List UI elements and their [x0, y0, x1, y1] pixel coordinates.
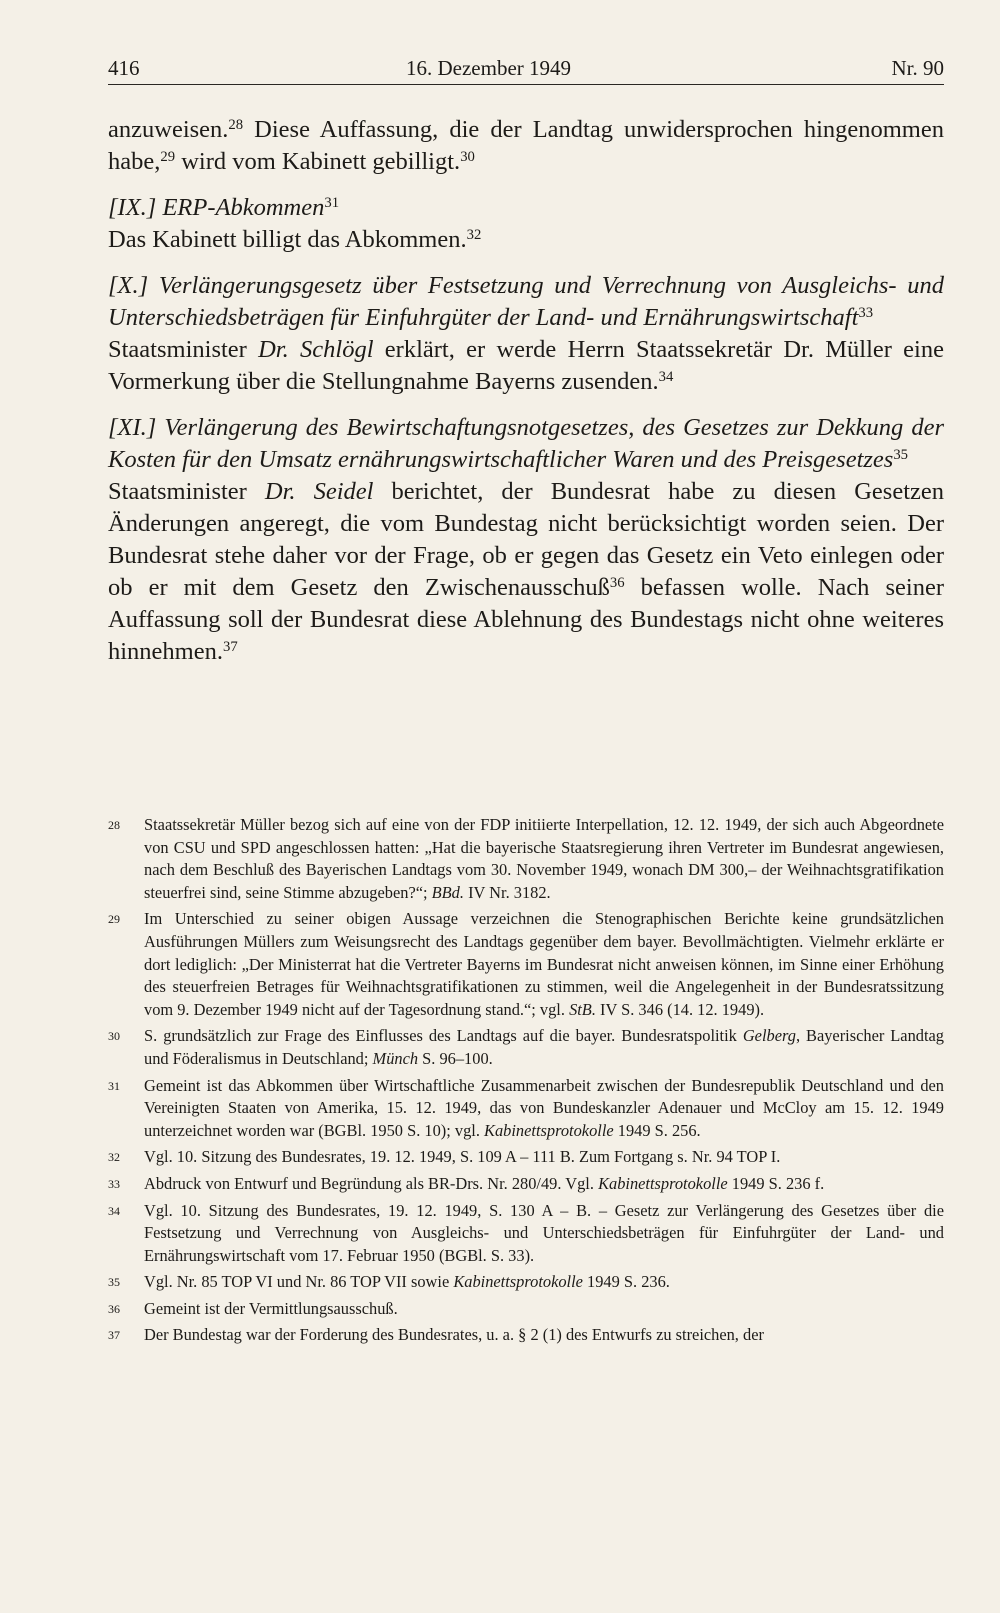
header-date: 16. Dezember 1949: [406, 56, 572, 80]
agenda-item-x-text: Staatsminister Dr. Schlögl erklärt, er werde Herrn Staatssekretär Dr. Müller eine Vormerkung über die Stellungnahme Bayerns zusenden.$^{34}$: [108, 336, 944, 395]
agenda-item-xi: [XI.] Verlängerung des Bewirtschaftungsnotgesetzes, des Gesetzes zur Dekkung der Kosten für den Umsatz ernährungswirtschaftlicher Waren und des Preisgesetzes$^{35}$: [108, 414, 945, 473]
footnote: 35 Vgl. Nr. 85 TOP VI und Nr. 86 TOP VII sowie Kabinettsprotokolle 1949 S. 236.: [108, 1272, 670, 1292]
footnotes: [108, 814, 944, 1351]
agenda-item-xi-text: Staatsminister Dr. Seidel berichtet, der Bundesrat habe zu diesen Gesetzen Änderungen angeregt, die vom Bundestag nicht berücksichtigt worden seien. Der Bundesrat stehe daher vor der Frage, ob er gegen das Gesetz ein Veto einlegen oder ob er mit dem Gesetz den Zwischenausschuß$^{36}$ befassen wolle. Nach seiner Auffassung soll der Bundesrat diese Ablehnung des Bundestags nicht ohne weiteres hinnehmen.$^{37}$: [108, 478, 944, 665]
page-number: 416: [108, 56, 140, 80]
footnote: 33 Abdruck von Entwurf und Begründung als BR-Drs. Nr. 280/49. Vgl. Kabinettsprotokolle 1949 S. 236 f.: [108, 1173, 825, 1193]
footnote: 32 Vgl. 10. Sitzung des Bundesrates, 19. 12. 1949, S. 109 A – 111 B. Zum Fortgang s. Nr. 94 TOP I.: [108, 1147, 781, 1167]
paragraph-intro: anzuweisen.$^{28}$ Diese Auffassung, die der Landtag unwidersprochen hingenommen habe,$^{29}$ wird vom Kabinett gebilligt.$^{30}$: [108, 116, 944, 175]
agenda-item-ix-text: Das Kabinett billigt das Abkommen.$^{32}$: [108, 226, 482, 253]
main-text: [108, 114, 944, 668]
footnote: 36 Gemeint ist der Vermittlungsausschuß.: [108, 1298, 398, 1318]
footnote: 30 S. grundsätzlich zur Frage des Einflusses des Landtags auf die bayer. Bundesratspolitik Gelberg, Bayerischer Landtag und Föderalismus in Deutschland; Münch S. 96–100.: [108, 1026, 944, 1068]
footnote: 29 Im Unterschied zu seiner obigen Aussage verzeichnen die Stenographischen Berichte keine grundsätzlichen Ausführungen Müllers zum Weisungsrecht des Landtags gegenüber dem bayer. Bevollmächtigten. Vielmehr erklärte er dort lediglich: „Der Ministerrat hat die Vertreter Bayerns im Bundesrat nicht anweisen können, im Sinne einer Erhöhung des steuerfreien Betrages für Weihnachtsgratifikationen zu stimmen, weil die Angelegenheit in der Bundesratssitzung vom 9. Dezember 1949 nicht auf der Tagesordnung stand.“; vgl. StB. IV S. 346 (14. 12. 1949).: [108, 909, 944, 1019]
footnote: 28 Staatssekretär Müller bezog sich auf eine von der FDP initiierte Interpellation, 12. 12. 1949, der sich auch Abgeordnete von CSU und SPD angeschlossen hatten: „Hat die bayerische Staatsregierung ihren Vertreter im Bundesrat angewiesen, nach dem Beschluß des Bayerischen Landtags vom 30. November 1949, wonach DM 300,– der Weihnachtsgratifikation steuerfrei sind, seine Stimme abzugeben?“; BBd. IV Nr. 3182.: [108, 815, 944, 902]
running-header: [108, 52, 944, 85]
header-issue-number: Nr. 90: [891, 56, 944, 80]
agenda-item-ix: [IX.] ERP-Abkommen$^{31}$: [108, 194, 340, 221]
footnote: 34 Vgl. 10. Sitzung des Bundesrates, 19. 12. 1949, S. 130 A – B. – Gesetz zur Verlängerung des Gesetzes über die Festsetzung und Verrechnung von Ausgleichs- und Unterschiedsbeträgen für Einfuhrgüter der Land- und Ernährungswirtschaft vom 17. Februar 1950 (BGBl. S. 33).: [108, 1200, 944, 1265]
agenda-item-x: [X.] Verlängerungsgesetz über Festsetzung und Verrechnung von Ausgleichs- und Unterschiedsbeträgen für Einfuhrgüter der Land- und Ernährungswirtschaft$^{33}$: [108, 272, 944, 331]
footnote: 31 Gemeint ist das Abkommen über Wirtschaftliche Zusammenarbeit zwischen der Bundesrepublik Deutschland und den Vereinigten Staaten von Amerika, 15. 12. 1949, das von Bundeskanzler Adenauer und McCloy am 15. 12. 1949 unterzeichnet worden war (BGBl. 1950 S. 10); vgl. Kabinettsprotokolle 1949 S. 256.: [108, 1075, 944, 1140]
footnote: 37 Der Bundestag war der Forderung des Bundesrates, u. a. § 2 (1) des Entwurfs zu streichen, der: [108, 1325, 764, 1345]
